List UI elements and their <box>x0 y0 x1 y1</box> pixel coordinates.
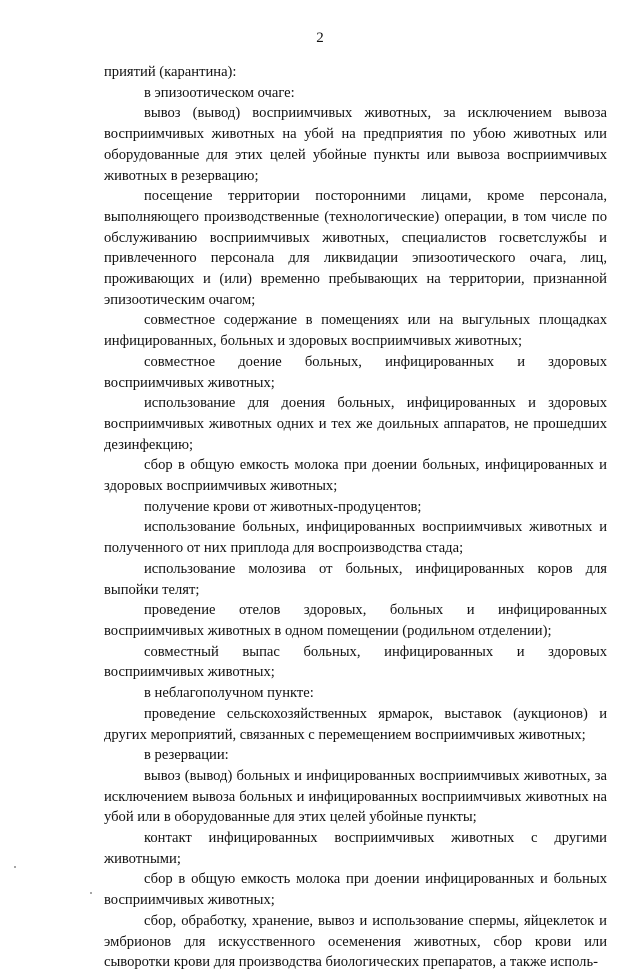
paragraph: получение крови от животных-продуцентов; <box>144 498 422 515</box>
paragraph: вывоз (вывод) больных и инфицированных восприимчивых животных, за исключением вывоза больных и инфицированных восприимчивых животных на убой или в оборудованные для этих целей убойные пункты; <box>104 767 607 826</box>
paragraph: вывоз (вывод) восприимчивых животных, за исключением вывоза восприимчивых животных на убой на предприятия по убою животных или оборудованные для этих целей убойные пункты или вывоза восприимчивых животных в резервацию; <box>104 105 607 184</box>
page-number: 2 <box>316 30 324 46</box>
paragraph: использование больных, инфицированных восприимчивых животных и полученного от них приплода для воспроизводства стада; <box>104 519 607 557</box>
paragraph: приятий (карантина): <box>104 64 237 80</box>
paragraph: контакт инфицированных восприимчивых животных с другими животными; <box>104 830 607 867</box>
paragraph: сбор, обработку, хранение, вывоз и использование спермы, яйцеклеток и эмбрионов для искусственного осеменения животных, сбор крови или сыворотки крови для производства биологических препаратов, а также исполь- <box>104 912 607 971</box>
scan-speck <box>90 892 92 894</box>
paragraph: в неблагополучном пункте: <box>144 685 314 702</box>
paragraph: проведение сельскохозяйственных ярмарок, выставок (аукционов) и других мероприятий, связанных с перемещением восприимчивых животных; <box>104 705 607 743</box>
paragraph: проведение отелов здоровых, больных и инфицированных восприимчивых животных в одном помещении (родильном отделении); <box>104 602 607 639</box>
paragraph: совместное содержание в помещениях или на выгульных площадках инфицированных, больных и здоровых восприимчивых животных; <box>104 312 607 350</box>
paragraph: совместное доение больных, инфицированных и здоровых восприимчивых животных; <box>104 353 607 391</box>
scan-speck <box>14 866 16 868</box>
paragraph: посещение территории посторонними лицами, кроме персонала, выполняющего производственные (технологические) операции, в том числе по обслуживанию восприимчивых животных, специалистов госветслужбы и привлеченного персонала для ликвидации эпизоотического очага, лиц, проживающих и (или) временно пребывающих на территории, признанной эпизоотическим очагом; <box>104 188 607 308</box>
paragraph: сбор в общую емкость молока при доении инфицированных и больных восприимчивых животных; <box>104 871 607 909</box>
paragraph: использование молозива от больных, инфицированных коров для выпойки телят; <box>104 560 607 598</box>
paragraph: в эпизоотическом очаге: <box>144 84 295 101</box>
paragraph: сбор в общую емкость молока при доении больных, инфицированных и здоровых восприимчивых животных; <box>104 457 607 495</box>
paragraph: в резервации: <box>144 747 229 764</box>
document-body <box>104 62 607 973</box>
paragraph: использование для доения больных, инфицированных и здоровых восприимчивых животных одних и тех же доильных аппаратов, не прошедших дезинфекцию; <box>104 395 607 453</box>
paragraph: совместный выпас больных, инфицированных и здоровых восприимчивых животных; <box>104 643 607 681</box>
